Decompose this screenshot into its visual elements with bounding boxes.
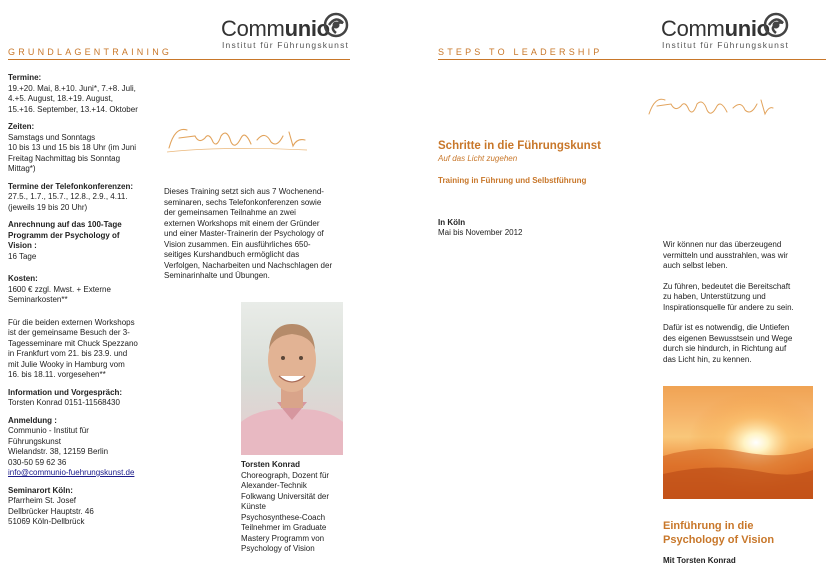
logo-wordmark: Communio	[221, 16, 330, 41]
quote-line: zu haben, Unterstützung und	[663, 292, 766, 301]
workshops-line: Für die beiden externen Workshops	[8, 317, 135, 327]
workshops-line: ist der gemeinsame Besuch der 3-	[8, 328, 130, 337]
kosten-line: Seminarkosten**	[8, 295, 68, 304]
telefon-label: Termine der Telefonkonferenzen:	[8, 181, 134, 191]
quote-block	[663, 240, 828, 365]
seminarort-label: Seminarort Köln:	[8, 485, 73, 495]
anmeldung-line: Communio - Institut für	[8, 426, 89, 435]
termine-line: 19.+20. Mai, 8.+10. Juni*, 7.+8. Juli,	[8, 83, 136, 93]
section-heading: STEPS TO LEADERSHIP	[438, 47, 603, 57]
person-bio-line: Psychosynthese-Coach	[241, 512, 326, 522]
anmeldung-label: Anmeldung :	[8, 415, 57, 425]
section-heading: GRUNDLAGENTRAINING	[8, 47, 173, 57]
anmeldung-line: 030-50 59 62 36	[8, 457, 67, 467]
workshops-line: 16. bis 18.11. vorgesehen**	[8, 370, 106, 379]
person-bio-line: Teilnehmer im Graduate	[241, 523, 327, 532]
person-card	[241, 460, 356, 555]
logo-wordmark: Communio	[661, 16, 770, 41]
quote-line: vermitteln und ausstrahlen, was wir	[663, 250, 788, 260]
training-description	[164, 187, 359, 282]
description-line: Dieses Training setzt sich aus 7 Wochenend-	[164, 187, 324, 196]
seminarort-line: Dellbrücker Hauptstr. 46	[8, 506, 94, 516]
intro-title	[663, 519, 774, 547]
person-bio-line: Künste	[241, 502, 266, 511]
person-bio-line: Mastery Programm von	[241, 533, 325, 543]
termine-line: 4.+5. August, 18.+19. August,	[8, 94, 113, 103]
description-line: Seminarinhalte und Übungen.	[164, 271, 270, 280]
swirl-logo-icon	[763, 11, 789, 39]
zeiten-line: Freitag Nachmittag bis Sonntag	[8, 153, 121, 163]
heading-divider	[8, 59, 350, 60]
quote-line: Wir können nur das überzeugend	[663, 240, 782, 249]
telefon-line: (jeweils 19 bis 20 Uhr)	[8, 202, 88, 212]
description-line: Verfolgen, Nacharbeiten und Nachschlagen der	[164, 260, 333, 270]
telefon-line: 27.5., 1.7., 15.7., 12.8., 2.9., 4.11.	[8, 192, 128, 201]
signature-graphic	[645, 92, 775, 122]
logo-subtitle: Institut für Führungskunst	[222, 40, 350, 50]
termine-line: 15.+16. September, 13.+14. Oktober	[8, 104, 138, 114]
swirl-logo-icon	[323, 11, 349, 39]
workshops-line: in Frankfurt vom 21. bis 23.9. und	[8, 349, 128, 358]
anmeldung-line: Führungskunst	[8, 436, 61, 446]
zeiten-line: Samstags und Sonntags	[8, 132, 96, 142]
hero-subtitle: Auf das Licht zugehen	[438, 154, 518, 163]
seminarort-line: Pfarrheim St. Josef	[8, 496, 77, 505]
portrait-photo	[241, 302, 343, 455]
person-bio-line: Choreograph, Dozent für	[241, 470, 330, 480]
quote-line: Zu führen, bedeutet die Bereitschaft	[663, 281, 791, 291]
termine-label: Termine:	[8, 73, 42, 82]
quote-line: auch selbst leben.	[663, 261, 728, 270]
email-link[interactable]: info@communio-fuehrungskunst.de	[8, 468, 135, 477]
anrechnung-label: Programm der Psychology of	[8, 230, 120, 240]
description-line: externen Workshops mit einem der Gründer	[164, 218, 320, 228]
description-line: und einer Master-Trainerin der Psychology of	[164, 229, 324, 238]
description-line: seitiges Kurshandbuch ermöglicht das	[164, 250, 300, 259]
person-bio-line: Psychology of Vision	[241, 544, 315, 553]
quote-line: des eigenen Bewusstsein und Wege	[663, 333, 793, 343]
sunset-photo	[663, 386, 813, 499]
info-label: Information und Vorgespräch:	[8, 387, 123, 397]
anmeldung-line: Wielandstr. 38, 12159 Berlin	[8, 447, 109, 456]
intro-title-line: Einführung in die	[663, 520, 754, 532]
logo-subtitle: Institut für Führungskunst	[662, 40, 790, 50]
quote-line: das Licht hin, zu kennen.	[663, 354, 752, 364]
info-value: Torsten Konrad 0151-11568430	[8, 398, 120, 407]
signature-graphic	[165, 120, 310, 158]
person-bio-line: Alexander-Technik	[241, 481, 307, 490]
intro-title-line: Psychology of Vision	[663, 534, 775, 546]
quote-line: Dafür ist es notwendig, die Untiefen	[663, 323, 790, 332]
description-line: der gemeinsamen Teilnahme an zwei	[164, 208, 296, 217]
seminarort-line: 51069 Köln-Dellbrück	[8, 517, 85, 526]
description-line: Vision zusammen. Ein ausführliches 650-	[164, 239, 311, 249]
intro-by: Mit Torsten Konrad	[663, 556, 736, 565]
quote-line: Inspirationsquelle für andere zu sein.	[663, 302, 794, 312]
anrechnung-label: Anrechnung auf das 100-Tage	[8, 220, 122, 229]
zeiten-line: 10 bis 13 und 15 bis 18 Uhr (im Juni	[8, 143, 137, 152]
description-line: seminaren, sechs Telefonkonferenzen sowie	[164, 197, 322, 207]
location-dates: Mai bis November 2012	[438, 228, 523, 237]
zeiten-line: Mittag*)	[8, 164, 36, 173]
quote-line: durch sie hindurch, in Richtung auf	[663, 344, 787, 353]
hero-tagline: Training in Führung und Selbstführung	[438, 176, 587, 185]
person-name: Torsten Konrad	[241, 460, 300, 469]
workshops-line: mit Julie Wooky in Hamburg vom	[8, 359, 125, 369]
heading-divider	[438, 59, 826, 60]
location-label: In Köln	[438, 218, 466, 227]
kosten-line: 1600 € zzgl. Mwst. + Externe	[8, 284, 111, 294]
anrechnung-value: 16 Tage	[8, 251, 37, 261]
info-column	[8, 73, 163, 528]
kosten-label: Kosten:	[8, 274, 38, 283]
zeiten-label: Zeiten:	[8, 122, 35, 131]
workshops-line: Tagesseminare mit Chuck Spezzano	[8, 338, 138, 348]
anrechnung-label: Vision :	[8, 241, 37, 250]
person-bio-line: Folkwang Universität der	[241, 491, 330, 501]
hero-title: Schritte in die Führungskunst	[438, 140, 601, 152]
